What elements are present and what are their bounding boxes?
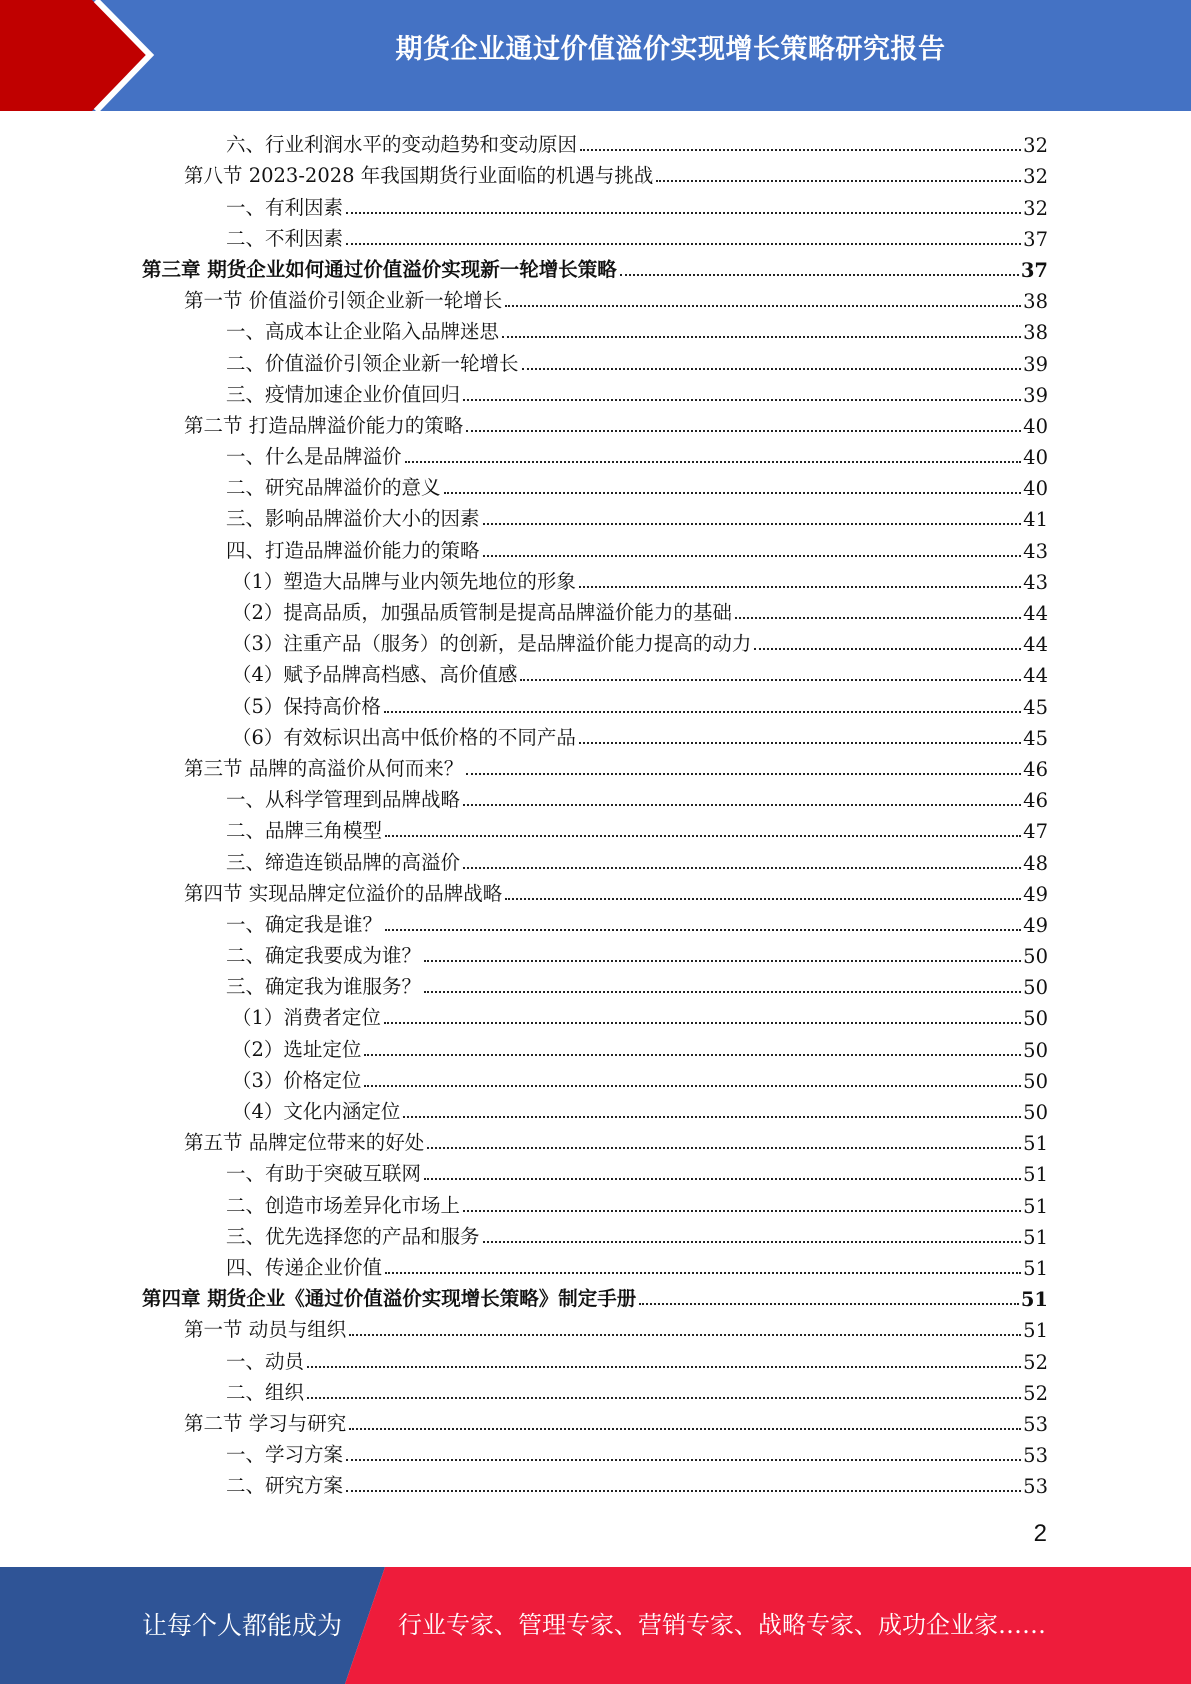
toc-entry[interactable]: [142, 1249, 1048, 1280]
toc-entry[interactable]: [142, 500, 1048, 531]
toc-dot-leader: [385, 835, 1021, 837]
toc-entry-title: 第四章 期货企业《通过价值溢价实现增长策略》制定手册: [142, 1283, 639, 1311]
toc-dot-leader: [307, 1397, 1021, 1399]
toc-entry-title: 一、动员: [226, 1346, 307, 1374]
page-number: 2: [1033, 1520, 1047, 1547]
toc-entry-title: 二、品牌三角模型: [226, 815, 385, 843]
toc-entry-page: 39: [1023, 352, 1048, 376]
toc-entry-title: 第一节 价值溢价引领企业新一轮增长: [184, 285, 505, 313]
toc-entry-title: 第五节 品牌定位带来的好处: [184, 1127, 427, 1155]
toc-entry-title: 第四节 实现品牌定位溢价的品牌战略: [184, 878, 505, 906]
toc-entry-page: 50: [1023, 1038, 1048, 1062]
toc-entry-title: （6）有效标识出高中低价格的不同产品: [232, 722, 579, 750]
toc-entry[interactable]: [142, 1062, 1048, 1093]
toc-entry[interactable]: [142, 781, 1048, 812]
toc-entry-title: 一、确定我是谁？: [226, 909, 385, 937]
toc-dot-leader: [346, 243, 1021, 245]
toc-dot-leader: [754, 648, 1021, 650]
toc-entry-title: 二、研究品牌溢价的意义: [226, 472, 444, 500]
toc-entry-title: 第二节 学习与研究: [184, 1408, 349, 1436]
toc-dot-leader: [579, 586, 1021, 588]
toc-entry-page: 40: [1023, 446, 1048, 470]
toc-entry[interactable]: [142, 1124, 1048, 1155]
footer-slogan-right: 行业专家、管理专家、营销专家、战略专家、成功企业家……: [398, 1611, 1046, 1639]
toc-entry-page: 40: [1023, 477, 1048, 501]
toc-dot-leader: [483, 1241, 1022, 1243]
toc-entry-page: 37: [1020, 258, 1048, 282]
toc-entry-page: 50: [1023, 976, 1048, 1000]
toc-dot-leader: [364, 1085, 1021, 1087]
toc-entry[interactable]: [142, 719, 1048, 750]
toc-entry-page: 43: [1023, 539, 1048, 563]
page-header: [0, 0, 1191, 111]
toc-dot-leader: [424, 991, 1021, 993]
toc-entry[interactable]: [142, 1374, 1048, 1405]
toc-entry-page: 44: [1023, 664, 1048, 688]
report-title: 期货企业通过价值溢价实现增长策略研究报告: [395, 34, 946, 65]
toc-dot-leader: [656, 180, 1021, 182]
toc-dot-leader: [349, 1334, 1021, 1336]
toc-entry[interactable]: [142, 750, 1048, 781]
toc-dot-leader: [463, 804, 1021, 806]
toc-dot-leader: [405, 461, 1022, 463]
toc-entry-page: 40: [1023, 414, 1048, 438]
toc-entry-title: 三、确定我为谁服务？: [226, 971, 424, 999]
toc-entry-page: 50: [1023, 1069, 1048, 1093]
toc-entry-page: 51: [1023, 1163, 1048, 1187]
toc-entry-page: 37: [1023, 227, 1048, 251]
page-footer: [0, 1567, 1191, 1684]
footer-slogan-left: 让每个人都能成为: [142, 1611, 343, 1640]
toc-entry-page: 47: [1023, 820, 1048, 844]
toc-entry-page: 38: [1023, 321, 1048, 345]
toc-dot-leader: [403, 1116, 1021, 1118]
toc-entry-title: 二、研究方案: [226, 1470, 346, 1498]
toc-entry[interactable]: [142, 469, 1048, 500]
toc-entry-page: 52: [1023, 1350, 1048, 1374]
toc-entry-title: 第三章 期货企业如何通过价值溢价实现新一轮增长策略: [142, 254, 620, 282]
toc-dot-leader: [385, 1272, 1021, 1274]
toc-entry[interactable]: [142, 594, 1048, 625]
toc-entry-page: 53: [1023, 1475, 1048, 1499]
toc-entry[interactable]: [142, 1342, 1048, 1373]
toc-entry-page: 52: [1023, 1381, 1048, 1405]
toc-entry[interactable]: [142, 1155, 1048, 1186]
toc-entry-title: 二、组织: [226, 1377, 307, 1405]
toc-entry-title: 第一节 动员与组织: [184, 1314, 349, 1342]
toc-entry-page: 46: [1023, 789, 1048, 813]
toc-entry[interactable]: [142, 531, 1048, 562]
toc-entry-page: 48: [1023, 851, 1048, 875]
toc-dot-leader: [620, 274, 1019, 276]
toc-dot-leader: [349, 1428, 1021, 1430]
toc-entry-title: （3）价格定位: [232, 1065, 364, 1093]
toc-dot-leader: [735, 617, 1021, 619]
toc-entry-title: 四、传递企业价值: [226, 1252, 385, 1280]
toc-dot-leader: [307, 1366, 1021, 1368]
toc-entry[interactable]: [142, 937, 1048, 968]
toc-entry[interactable]: [142, 1436, 1048, 1467]
toc-entry-page: 51: [1020, 1288, 1048, 1312]
toc-entry-title: 二、不利因素: [226, 223, 346, 251]
toc-entry-page: 39: [1023, 383, 1048, 407]
toc-entry[interactable]: [142, 344, 1048, 375]
toc-dot-leader: [639, 1303, 1019, 1305]
toc-entry-title: 第三节 品牌的高溢价从何而来？: [184, 753, 466, 781]
toc-entry[interactable]: [142, 563, 1048, 594]
toc-entry[interactable]: [142, 1467, 1048, 1498]
toc-entry-title: （2）提高品质，加强品质管制是提高品牌溢价能力的基础: [232, 597, 735, 625]
toc-entry[interactable]: [142, 1030, 1048, 1061]
toc-dot-leader: [384, 1022, 1021, 1024]
toc-entry[interactable]: [142, 968, 1048, 999]
toc-entry[interactable]: [142, 625, 1048, 656]
toc-entry-page: 46: [1023, 757, 1048, 781]
toc-dot-leader: [466, 773, 1021, 775]
toc-dot-leader: [505, 898, 1021, 900]
toc-entry-title: 三、缔造连锁品牌的高溢价: [226, 847, 463, 875]
toc-dot-leader: [385, 929, 1021, 931]
toc-entry-title: 一、从科学管理到品牌战略: [226, 784, 463, 812]
toc-entry-page: 49: [1023, 882, 1048, 906]
toc-entry-title: 一、学习方案: [226, 1439, 346, 1467]
toc-entry-page: 53: [1023, 1444, 1048, 1468]
toc-dot-leader: [444, 492, 1022, 494]
toc-entry-title: 一、高成本让企业陷入品牌迷思: [226, 316, 502, 344]
toc-dot-leader: [346, 1459, 1021, 1461]
toc-dot-leader: [463, 399, 1021, 401]
toc-dot-leader: [384, 711, 1021, 713]
toc-entry-page: 41: [1023, 508, 1048, 532]
toc-dot-leader: [346, 212, 1021, 214]
toc-entry-title: （2）选址定位: [232, 1034, 364, 1062]
toc-entry-page: 51: [1023, 1132, 1048, 1156]
toc-entry-page: 32: [1023, 165, 1048, 189]
toc-entry[interactable]: [142, 1093, 1048, 1124]
toc-entry-page: 51: [1023, 1319, 1048, 1343]
toc-dot-leader: [364, 1054, 1021, 1056]
toc-entry[interactable]: [142, 656, 1048, 687]
toc-entry-page: 51: [1023, 1225, 1048, 1249]
toc-entry[interactable]: [142, 843, 1048, 874]
toc-entry[interactable]: [142, 1186, 1048, 1217]
toc-entry-title: 一、什么是品牌溢价: [226, 441, 405, 469]
toc-entry-title: （4）赋予品牌高档感、高价值感: [232, 659, 520, 687]
table-of-contents: [142, 126, 1048, 1498]
toc-entry[interactable]: [142, 875, 1048, 906]
toc-entry-title: 三、疫情加速企业价值回归: [226, 379, 463, 407]
toc-entry[interactable]: [142, 220, 1048, 251]
toc-entry-title: （5）保持高价格: [232, 691, 384, 719]
toc-entry-title: 一、有助于突破互联网: [226, 1158, 424, 1186]
toc-entry-page: 32: [1023, 134, 1048, 158]
toc-entry-title: 六、行业利润水平的变动趋势和变动原因: [226, 129, 580, 157]
toc-entry[interactable]: [142, 438, 1048, 469]
toc-entry-page: 49: [1023, 913, 1048, 937]
toc-entry-title: （3）注重产品（服务）的创新，是品牌溢价能力提高的动力: [232, 628, 754, 656]
toc-entry[interactable]: [142, 313, 1048, 344]
toc-entry-page: 32: [1023, 196, 1048, 220]
toc-dot-leader: [520, 679, 1021, 681]
toc-entry-title: 第八节 2023-2028 年我国期货行业面临的机遇与挑战: [184, 160, 656, 188]
toc-dot-leader: [424, 1178, 1021, 1180]
toc-entry-title: （1）消费者定位: [232, 1002, 384, 1030]
toc-entry-page: 53: [1023, 1412, 1048, 1436]
toc-entry[interactable]: [142, 157, 1048, 188]
toc-entry-title: （1）塑造大品牌与业内领先地位的形象: [232, 566, 579, 594]
toc-entry-page: 44: [1023, 602, 1048, 625]
toc-entry-page: 51: [1023, 1194, 1048, 1218]
toc-entry[interactable]: [142, 282, 1048, 313]
toc-entry[interactable]: [142, 188, 1048, 219]
toc-entry-page: 51: [1023, 1256, 1048, 1280]
toc-entry-title: （4）文化内涵定位: [232, 1096, 403, 1124]
toc-dot-leader: [522, 368, 1022, 370]
toc-entry-page: 38: [1023, 290, 1048, 314]
toc-entry[interactable]: [142, 906, 1048, 937]
toc-dot-leader: [502, 336, 1021, 338]
toc-entry[interactable]: [142, 251, 1048, 282]
toc-entry[interactable]: [142, 126, 1048, 157]
toc-entry[interactable]: [142, 687, 1048, 718]
toc-entry[interactable]: [142, 1405, 1048, 1436]
toc-entry-title: 四、打造品牌溢价能力的策略: [226, 535, 483, 563]
toc-entry[interactable]: [142, 999, 1048, 1030]
toc-dot-leader: [463, 1210, 1021, 1212]
toc-entry-page: 45: [1023, 726, 1048, 750]
toc-entry-title: 二、确定我要成为谁？: [226, 940, 424, 968]
toc-entry-title: 一、有利因素: [226, 192, 346, 220]
toc-dot-leader: [463, 867, 1021, 869]
toc-dot-leader: [483, 555, 1022, 557]
toc-entry-page: 44: [1023, 633, 1048, 657]
toc-entry[interactable]: [142, 407, 1048, 438]
toc-entry[interactable]: [142, 1280, 1048, 1311]
toc-dot-leader: [579, 742, 1021, 744]
toc-entry-title: 第二节 打造品牌溢价能力的策略: [184, 410, 466, 438]
toc-dot-leader: [505, 305, 1021, 307]
toc-entry-title: 三、优先选择您的产品和服务: [226, 1221, 483, 1249]
toc-dot-leader: [580, 149, 1021, 151]
toc-entry-page: 50: [1023, 1101, 1048, 1124]
toc-entry[interactable]: [142, 812, 1048, 843]
toc-entry-title: 三、影响品牌溢价大小的因素: [226, 503, 483, 531]
toc-dot-leader: [483, 523, 1022, 525]
toc-dot-leader: [346, 1490, 1021, 1492]
toc-dot-leader: [427, 1147, 1021, 1149]
toc-dot-leader: [466, 430, 1021, 432]
toc-entry-title: 二、价值溢价引领企业新一轮增长: [226, 348, 522, 376]
toc-dot-leader: [424, 960, 1021, 962]
toc-entry-page: 50: [1023, 945, 1048, 969]
toc-entry[interactable]: [142, 1218, 1048, 1249]
toc-entry[interactable]: [142, 376, 1048, 407]
toc-entry[interactable]: [142, 1311, 1048, 1342]
toc-entry-page: 43: [1023, 570, 1048, 594]
toc-entry-page: 45: [1023, 695, 1048, 719]
toc-entry-page: 50: [1023, 1007, 1048, 1031]
toc-entry-title: 二、创造市场差异化市场上: [226, 1190, 463, 1218]
